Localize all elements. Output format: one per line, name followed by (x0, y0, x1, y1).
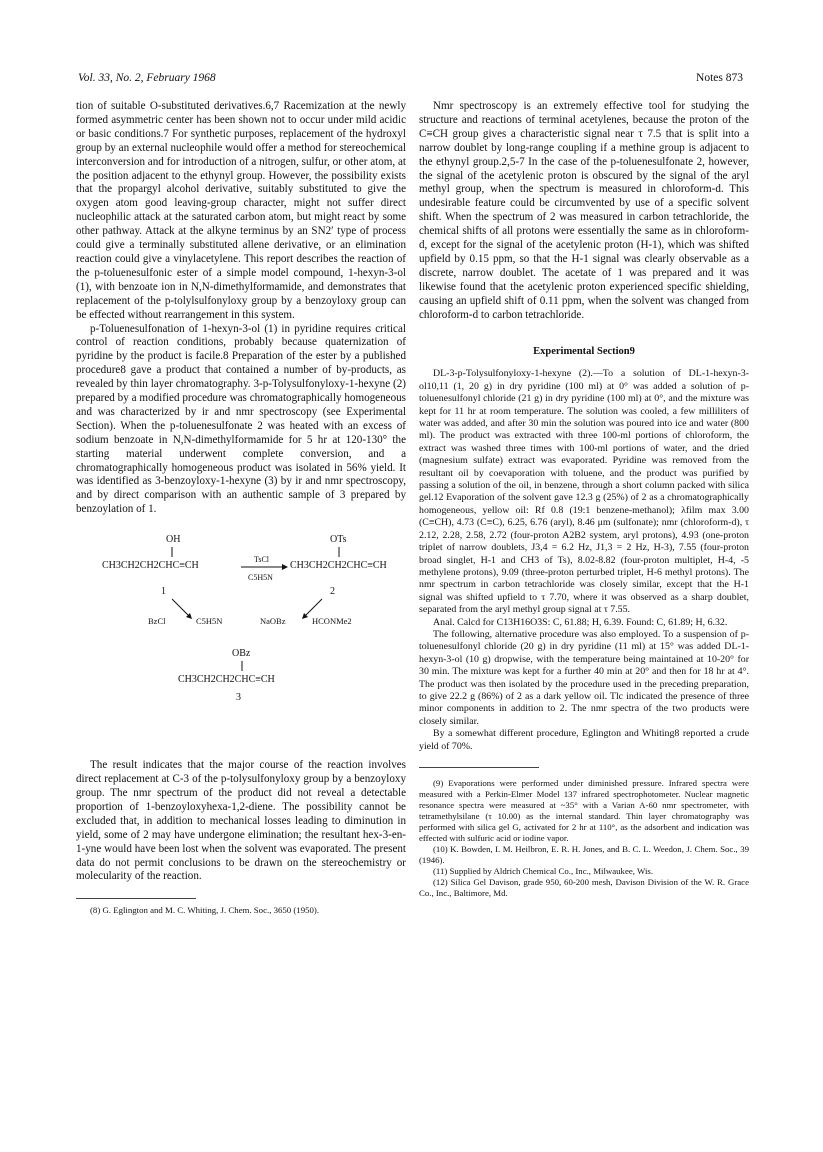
paragraph: Nmr spectroscopy is an extremely effective tool for studying the structure and reactions of terminal acetylenes, because the proton of the C≡CH group gives a characteristic signal near τ 7.5 that is split into a narrow doublet by long-range coupling if a methine group is adjacent to the ethynyl group.2,5-7 In the case of the p-toluenesulfonate 2, however, the signal of the acetylenic proton is obscured by the signal of the aryl methyl group, when the spectrum is measured in chloroform-d. This undesirable feature could be circumvented by use of a specific solvent shift. When the spectrum of 2 was measured in carbon tetrachloride, the chemical shifts of all protons were essentially the same as in chloroform-d, except for the signal of the acetylenic proton (H-1), which was shifted upfield by 0.15 ppm, so that the H-1 signal was clearly observable as a discrete, narrow doublet. The acetate of 1 was prepared and it was likewise found that the acetylenic proton experienced specific shielding, causing an upfield shift of 0.11 ppm, when the solvent was changed from chloroform-d to carbon tetrachloride. (419, 100, 749, 321)
footnote-11: (11) Supplied by Aldrich Chemical Co., Inc., Milwaukee, Wis. (433, 866, 654, 876)
right-column (419, 100, 749, 899)
footnote-12: (12) Silica Gel Davison, grade 950, 60-200 mesh, Davison Division of the W. R. Grace Co., Inc., Baltimore, Md. (419, 877, 749, 898)
compound-3-formula: CH3CH2CH2CHC≡CH (178, 674, 275, 686)
paragraph: tion of suitable O-substituted derivatives.6,7 Racemization at the newly formed asymmetric center has been shown not to occur under mild acidic or basic conditions.7 For synthetic purposes, replacement of the hydroxyl group by an external nucleophile would offer a method for stereochemical interconversion and for introduction of a nitrogen, sulfur, or other atom, at the position adjacent to the ethynyl group. However, the possibility exists that the propargyl alcohol derivative, suitably substituted to give the oxygen atom good leaving-group character, might not suffer direct nucleophilic attack at the saturated carbon atom, but might react by some other pathway. Attack at the alkyne terminus by an SN2′ type of process could give a terminally substituted allene derivative, or an elimination reaction could give a vinylacetylene. This report describes the reaction of the p-toluenesulfonic ester of a simple model compound, 1-hexyn-3-ol (1), with benzoate ion in N,N-dimethylformamide, and demonstrates that replacement of the p-tolylsulfonyloxy group by a benzoyloxy group can be effected without rearrangement in this system. (76, 100, 406, 321)
compound-1-label: 1 (161, 586, 166, 598)
footnote-9: (9) Evaporations were performed under diminished pressure. Infrared spectra were measured with a Perkin-Elmer Model 137 infrared spectrophotometer. Nuclear magnetic resonance spectra were measured at ~35° with a Varian A-60 nmr spectrometer, with tetramethylsilane (τ 10.00) as the internal standard. Thin layer chromatography was performed with silica gel G, activated for 2 hr at 110°, as the adsorbent and indication was effected with sulfuric acid or iodine vapor. (419, 778, 749, 843)
reagent-pyridine: C5H5N (248, 573, 273, 583)
reagent-bzcl: BzCl (148, 616, 166, 627)
experimental-paragraph: Anal. Calcd for C13H16O3S: C, 61.88; H, 6.39. Found: C, 61.89; H, 6.32. (433, 616, 728, 628)
footnote-10: (10) K. Bowden, I. M. Heilbron, E. R. H. Jones, and B. C. L. Weedon, J. Chem. Soc., 39 (1946). (419, 844, 749, 865)
compound-1-formula: CH3CH2CH2CHC≡CH (102, 560, 199, 572)
running-header-right: Notes 873 (696, 72, 743, 84)
compound-2-formula: CH3CH2CH2CHC≡CH (290, 560, 387, 572)
left-column (76, 100, 406, 916)
running-header-left: Vol. 33, No. 2, February 1968 (78, 72, 216, 84)
reagent-pyridine-2: C5H5N (196, 616, 223, 627)
footnote-8: (8) G. Eglington and M. C. Whiting, J. Chem. Soc., 3650 (1950). (90, 905, 320, 916)
reagent-dmf: HCONMe2 (312, 616, 352, 627)
footnote-rule (419, 767, 539, 768)
ots-substituent: OTs (330, 534, 347, 546)
experimental-paragraph: By a somewhat different procedure, Eglington and Whiting8 reported a crude yield of 70%. (419, 728, 749, 752)
obz-substituent: OBz (232, 648, 251, 660)
footnote-rule (76, 898, 196, 899)
compound-3-label: 3 (236, 692, 241, 704)
footnotes (419, 778, 749, 899)
reaction-scheme (76, 529, 406, 749)
compound-2-label: 2 (330, 586, 335, 598)
section-title: Experimental Section9 (533, 345, 635, 357)
experimental-paragraph: The following, alternative procedure was also employed. To a suspension of p-toluenesulfonyl chloride (20 g) in dry pyridine (11 ml) at 15° was added DL-1-hexyn-3-ol (10 g) dropwise, with the temperature being maintained at 10-20° for 30 min. The mixture was kept for a further 40 min at 20° and then for 18 hr at 4°. The product was then isolated by the procedure used in the preceding preparation, to give 22.2 g (86%) of 2 as a dark yellow oil. Tlc indicated the presence of three minor components in addition to 2. The nmr spectra of the two products were closely similar. (419, 628, 749, 727)
oh-substituent: OH (166, 534, 181, 546)
reagent-tscl: TsCl (254, 555, 269, 565)
experimental-paragraph: DL-3-p-Tolysulfonyloxy-1-hexyne (2).—To a solution of DL-1-hexyn-3-ol10,11 (1, 20 g) in dry pyridine (100 ml) at 0° was added a solution of p-toluenesulfonyl chloride (21 g) in dry pyridine (100 ml) at 0°, and the mixture was kept for 11 hr at room temperature. The solution was cooled, a few milliliters of water was added, and after 30 min the solution was poured into ice and water (800 ml). The product was extracted with three 100-ml portions of chloroform, the extract was washed three times with 100-ml portions of water, and the dried (magnesium sulfate) extract was evaporated. Pyridine was removed from the resultant oil by coevaporation with toluene, and the product was purified by passing a solution of the oil, in benzene, through a short column packed with silica gel.12 Evaporation of the solvent gave 12.3 g (25%) of 2 as a chromatographically homogeneous, yellow oil: Rf 0.8 (19:1 benzene-methanol); λfilm max 3.00 (C≡CH), 4.73 (C≡C), 6.25, 6.76 (aryl), 8.46 μm (sulfonate); nmr (chloroform-d), τ 2.12, 2.28, 2.58, 2.72 (four-proton A2B2 system, aryl protons), 4.93 (one-proton triplet of narrow doublets, J3,4 = 6.2 Hz, J1,3 = 2 Hz, H-3), 7.55 (four-proton broad singlet, H-1 and CH3 of Ts), 8.02-8.82 (four-proton multiplet, H-4, -5 methylene protons), 9.09 (three-proton perturbed triplet, H-6 methyl protons). The nmr spectrum in carbon tetrachloride was closely similar, except that the H-1 signal was shifted upfield to τ 7.70, where it was observed as a sharp doublet, separated from the aryl methyl group signal at τ 7.55. (419, 368, 749, 616)
reagent-naobz: NaOBz (260, 616, 286, 627)
paragraph: p-Toluenesulfonation of 1-hexyn-3-ol (1) in pyridine requires critical control of reaction conditions, probably because quaternization of pyridine by the product is facile.8 Preparation of the ester by a published procedure8 gave a product that contained a number of by-products, as revealed by thin layer chromatography. 3-p-Tolysulfonyloxy-1-hexyne (2) prepared by a modified procedure was chromatographically homogeneous and was characterized by ir and nmr spectroscopy (see Experimental Section). When the p-toluenesulfonate 2 was heated with an excess of sodium benzoate in N,N-dimethylformamide for 5 hr at 120-130° the starting material underwent complete conversion, and a chromatographically homogeneous product was isolated in 56% yield. It was identified as 3-benzoyloxy-1-hexyne (3) by ir and nmr spectroscopy, and by direct comparison with an authentic sample of 3 prepared by benzoylation of 1. (76, 322, 406, 516)
paragraph: The result indicates that the major course of the reaction involves direct replacement at C-3 of the p-tolysulfonyloxy group by a benzoyloxy group. The nmr spectrum of the product did not reveal a detectable proportion of 1-benzoyloxyhexa-1,2-diene. The possibility cannot be excluded that, in addition to mechanical losses leading to diminution in yield, some of 2 may have undergone elimination; the resultant hex-3-en-1-yne would have been lost when the solvent was evaporated. The present data do not permit conclusions to be drawn on the stereochemistry or molecularity of the reaction. (76, 759, 406, 883)
